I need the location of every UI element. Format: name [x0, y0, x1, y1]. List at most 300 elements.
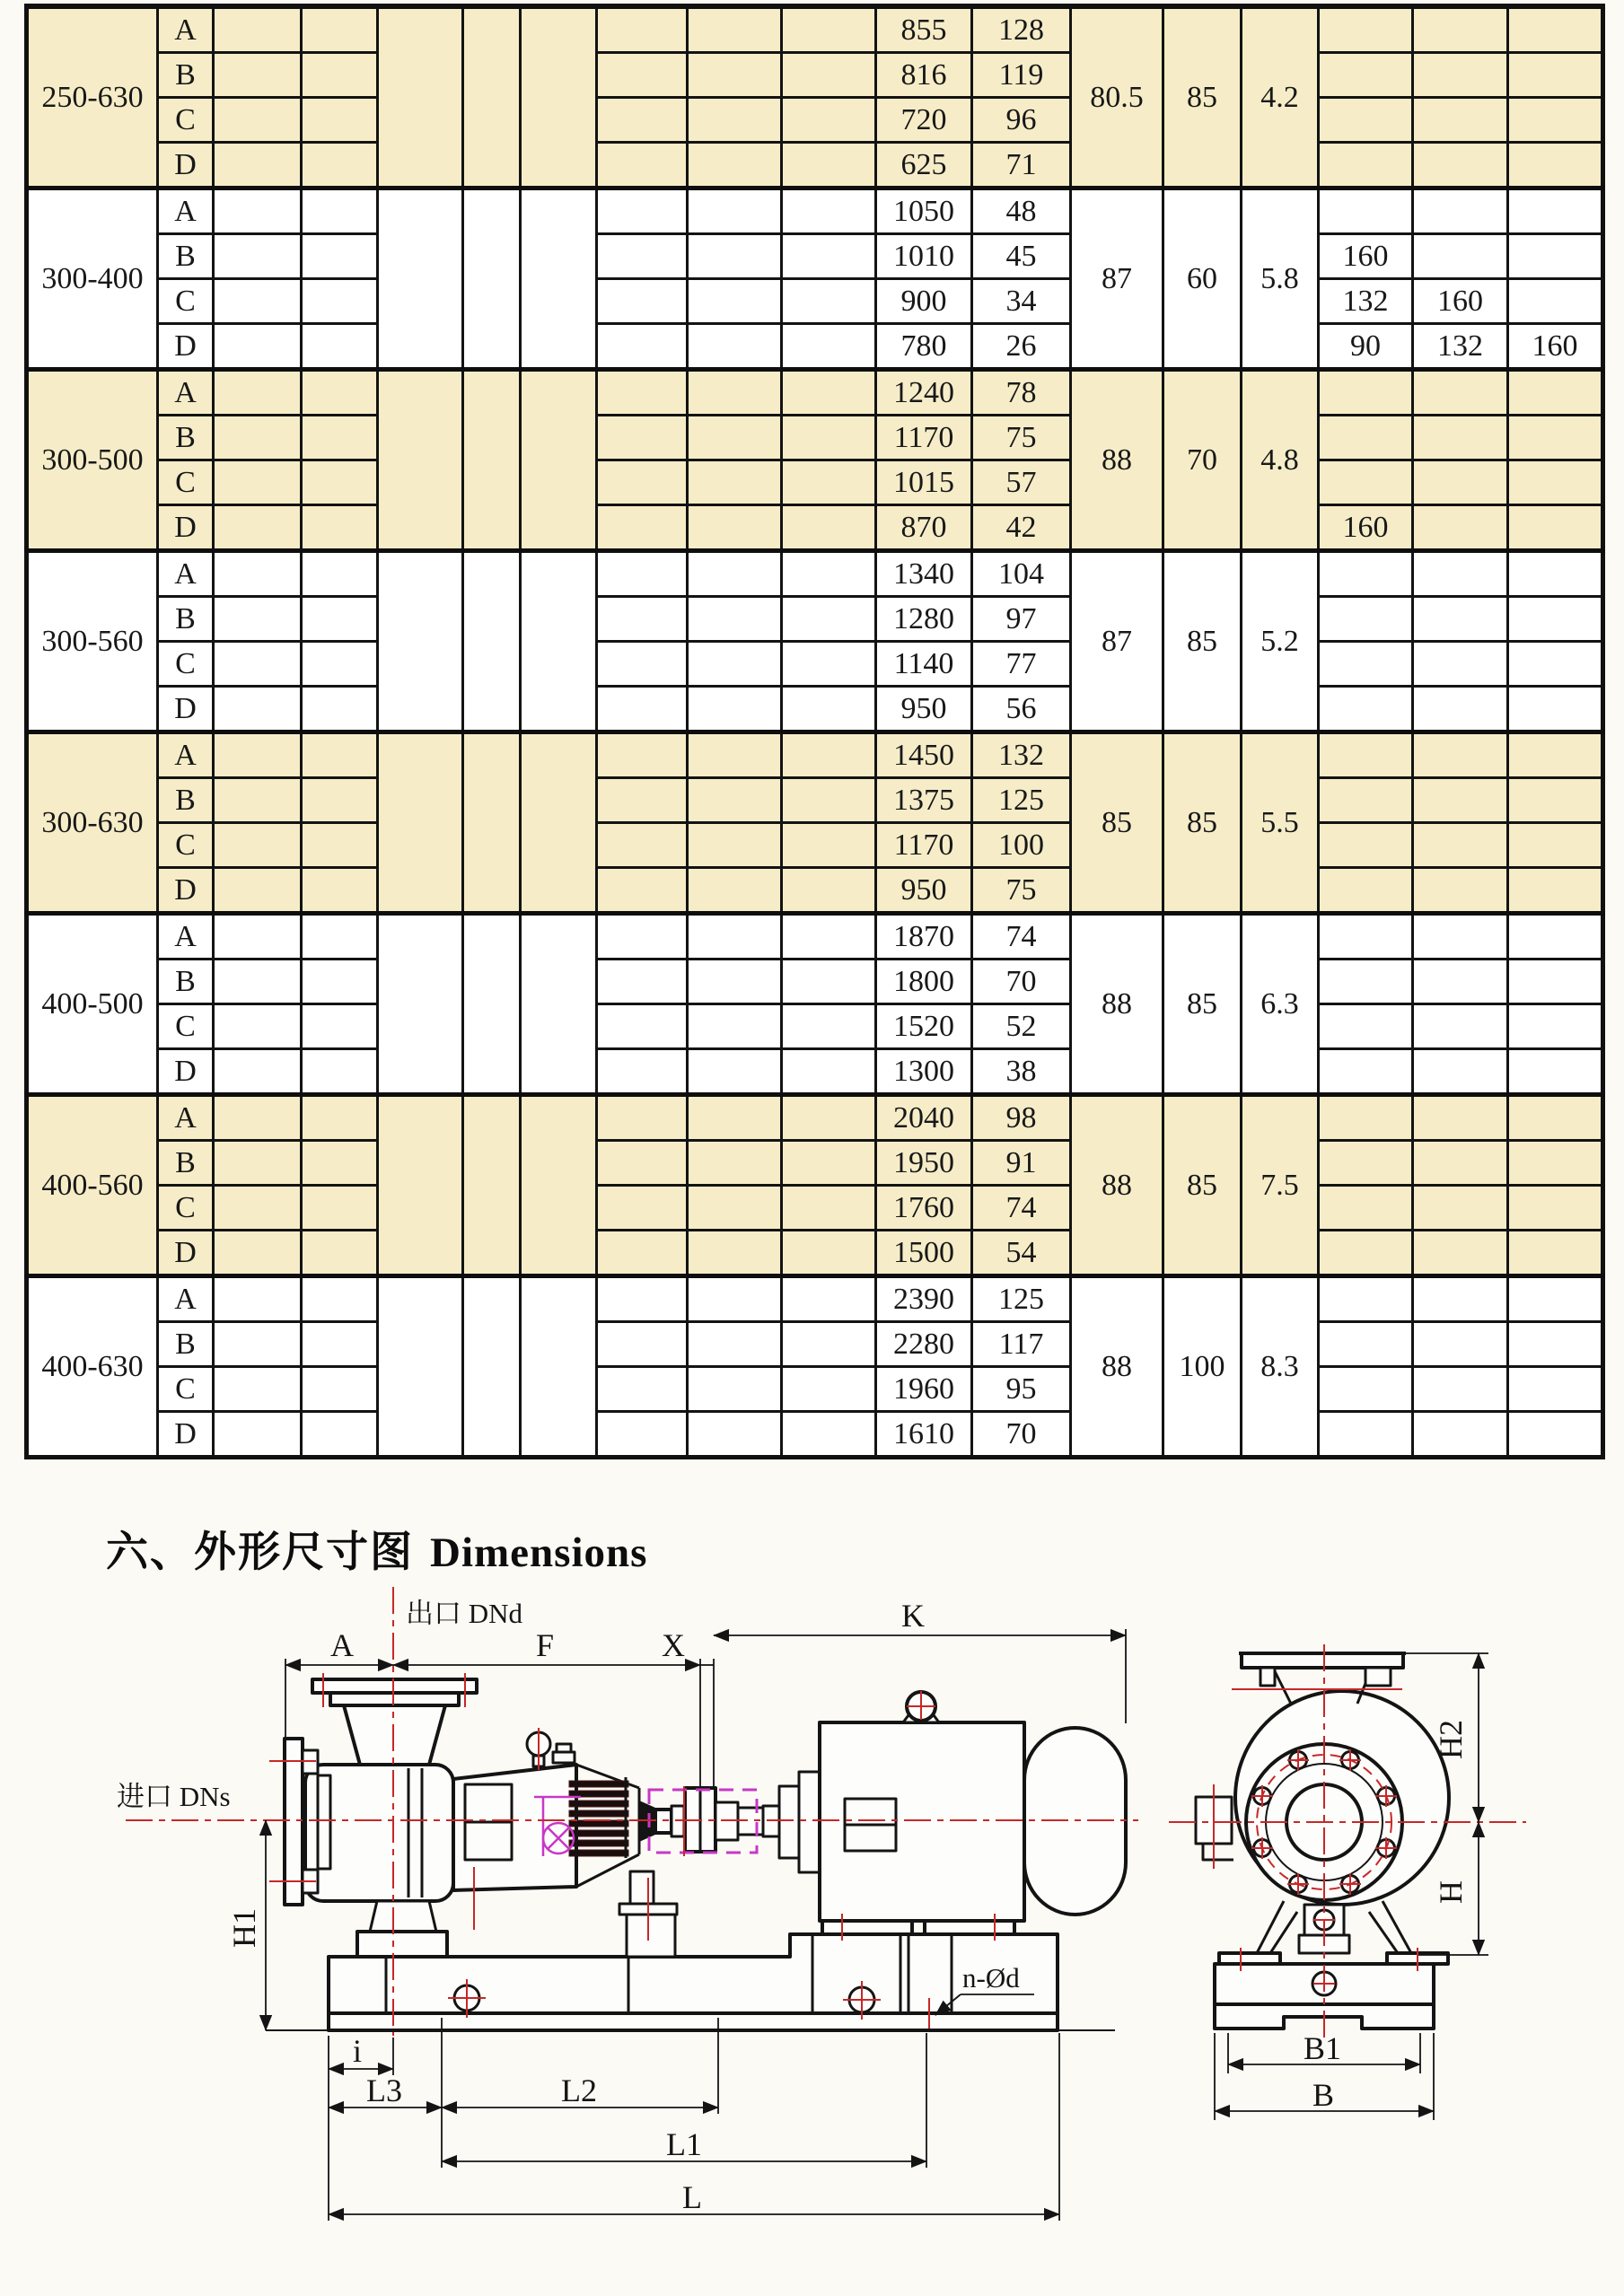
table-row [27, 551, 1603, 597]
empty-cell [214, 1412, 302, 1458]
merged-value-cell: 88 [1071, 1095, 1163, 1276]
flow-value-cell: 1140 [876, 642, 972, 687]
power-cell [1508, 1276, 1603, 1322]
variant-cell: A [158, 6, 214, 53]
flow-value-cell: 1170 [876, 823, 972, 868]
dim-label-l: L [682, 2179, 702, 2215]
power-cell [1508, 732, 1603, 778]
power-cell [1508, 914, 1603, 960]
flow-value-cell: 950 [876, 868, 972, 914]
power-cell [1508, 1049, 1603, 1095]
empty-cell [302, 914, 378, 960]
power-cell [1413, 642, 1508, 687]
empty-cell [782, 324, 876, 370]
head-value-cell: 125 [972, 778, 1071, 823]
variant-cell: C [158, 460, 214, 505]
table-row [27, 188, 1603, 234]
power-cell [1319, 1004, 1413, 1049]
flow-value-cell: 1170 [876, 416, 972, 460]
empty-cell [782, 823, 876, 868]
power-cell [1413, 1141, 1508, 1186]
merged-empty-cell [378, 551, 463, 732]
power-cell [1508, 416, 1603, 460]
empty-cell [688, 460, 782, 505]
empty-cell [214, 98, 302, 143]
empty-cell [688, 324, 782, 370]
empty-cell [302, 234, 378, 279]
model-cell: 250-630 [27, 6, 158, 188]
power-cell [1319, 687, 1413, 732]
head-value-cell: 45 [972, 234, 1071, 279]
empty-cell [688, 98, 782, 143]
merged-empty-cell [378, 1276, 463, 1458]
model-cell: 400-560 [27, 1095, 158, 1276]
empty-cell [597, 53, 688, 98]
table-row [27, 914, 1603, 960]
power-cell [1319, 778, 1413, 823]
power-cell [1508, 687, 1603, 732]
power-cell [1413, 505, 1508, 551]
empty-cell [214, 1231, 302, 1276]
power-cell [1508, 868, 1603, 914]
empty-cell [782, 597, 876, 642]
empty-cell [302, 823, 378, 868]
head-value-cell: 100 [972, 823, 1071, 868]
empty-cell [597, 1367, 688, 1412]
table-row [27, 1231, 1603, 1276]
power-cell [1508, 234, 1603, 279]
empty-cell [597, 460, 688, 505]
power-cell: 160 [1508, 324, 1603, 370]
empty-cell [214, 823, 302, 868]
power-cell [1319, 551, 1413, 597]
variant-cell: D [158, 1231, 214, 1276]
empty-cell [597, 823, 688, 868]
empty-cell [782, 778, 876, 823]
merged-empty-cell [463, 188, 521, 370]
merged-value-cell: 88 [1071, 1276, 1163, 1458]
power-cell [1508, 188, 1603, 234]
variant-cell: B [158, 778, 214, 823]
merged-value-cell: 87 [1071, 188, 1163, 370]
section-heading-zh: 六、外形尺寸图 [106, 1529, 414, 1576]
power-cell [1319, 1367, 1413, 1412]
variant-cell: C [158, 98, 214, 143]
flow-value-cell: 1300 [876, 1049, 972, 1095]
empty-cell [782, 279, 876, 324]
flow-value-cell: 1760 [876, 1186, 972, 1231]
empty-cell [782, 98, 876, 143]
empty-cell [782, 1004, 876, 1049]
empty-cell [302, 416, 378, 460]
empty-cell [688, 1276, 782, 1322]
head-value-cell: 125 [972, 1276, 1071, 1322]
empty-cell [782, 1141, 876, 1186]
variant-cell: A [158, 551, 214, 597]
merged-value-cell: 88 [1071, 370, 1163, 551]
flow-value-cell: 780 [876, 324, 972, 370]
power-cell [1319, 642, 1413, 687]
empty-cell [302, 687, 378, 732]
empty-cell [302, 1004, 378, 1049]
empty-cell [597, 1141, 688, 1186]
empty-cell [597, 505, 688, 551]
power-cell [1508, 551, 1603, 597]
flow-value-cell: 1015 [876, 460, 972, 505]
head-value-cell: 57 [972, 460, 1071, 505]
spec-table [24, 4, 1605, 1459]
pump-end-view [1169, 1644, 1526, 2120]
power-cell [1413, 960, 1508, 1004]
flow-value-cell: 720 [876, 98, 972, 143]
variant-cell: B [158, 597, 214, 642]
power-cell [1413, 1004, 1508, 1049]
inlet-label: 进口 DNs [117, 1781, 231, 1812]
empty-cell [782, 551, 876, 597]
power-cell [1508, 778, 1603, 823]
table-row [27, 1322, 1603, 1367]
head-value-cell: 119 [972, 53, 1071, 98]
empty-cell [214, 460, 302, 505]
dim-label-l3: L3 [366, 2073, 402, 2108]
table-row [27, 1004, 1603, 1049]
empty-cell [782, 1231, 876, 1276]
head-value-cell: 128 [972, 6, 1071, 53]
power-cell: 160 [1319, 234, 1413, 279]
empty-cell [214, 370, 302, 416]
empty-cell [597, 279, 688, 324]
merged-empty-cell [463, 6, 521, 188]
power-cell [1413, 98, 1508, 143]
merged-value-cell: 80.5 [1071, 6, 1163, 188]
variant-cell: B [158, 1141, 214, 1186]
power-cell [1413, 823, 1508, 868]
empty-cell [214, 914, 302, 960]
power-cell [1508, 1367, 1603, 1412]
power-cell [1413, 370, 1508, 416]
empty-cell [597, 687, 688, 732]
head-value-cell: 54 [972, 1231, 1071, 1276]
head-value-cell: 117 [972, 1322, 1071, 1367]
empty-cell [782, 188, 876, 234]
empty-cell [782, 1322, 876, 1367]
empty-cell [302, 143, 378, 188]
variant-cell: B [158, 960, 214, 1004]
empty-cell [214, 279, 302, 324]
empty-cell [782, 868, 876, 914]
empty-cell [688, 1367, 782, 1412]
empty-cell [688, 1141, 782, 1186]
table-row [27, 1367, 1603, 1412]
power-cell [1413, 868, 1508, 914]
section-heading [106, 1519, 647, 1579]
empty-cell [597, 1049, 688, 1095]
power-cell [1508, 53, 1603, 98]
power-cell [1319, 1276, 1413, 1322]
empty-cell [302, 732, 378, 778]
dim-label-h2: H2 [1433, 1720, 1469, 1759]
variant-cell: B [158, 234, 214, 279]
merged-empty-cell [521, 188, 597, 370]
empty-cell [688, 687, 782, 732]
table-row [27, 98, 1603, 143]
head-value-cell: 34 [972, 279, 1071, 324]
table-row [27, 143, 1603, 188]
empty-cell [597, 597, 688, 642]
power-cell [1319, 823, 1413, 868]
dim-label-l1: L1 [666, 2126, 702, 2162]
power-cell [1319, 370, 1413, 416]
empty-cell [597, 1095, 688, 1141]
empty-cell [302, 98, 378, 143]
pump-side-view [117, 1587, 1138, 2221]
dim-label-x: X [662, 1627, 685, 1663]
empty-cell [782, 416, 876, 460]
power-cell [1319, 914, 1413, 960]
empty-cell [688, 188, 782, 234]
head-value-cell: 70 [972, 960, 1071, 1004]
merged-empty-cell [521, 551, 597, 732]
empty-cell [688, 234, 782, 279]
head-value-cell: 91 [972, 1141, 1071, 1186]
empty-cell [302, 1276, 378, 1322]
power-cell [1413, 551, 1508, 597]
flow-value-cell: 2040 [876, 1095, 972, 1141]
merged-empty-cell [521, 1095, 597, 1276]
merged-value-cell: 60 [1163, 188, 1242, 370]
power-cell [1508, 370, 1603, 416]
empty-cell [302, 597, 378, 642]
empty-cell [782, 505, 876, 551]
empty-cell [688, 960, 782, 1004]
variant-cell: B [158, 1322, 214, 1367]
empty-cell [214, 960, 302, 1004]
empty-cell [214, 234, 302, 279]
empty-cell [302, 551, 378, 597]
empty-cell [782, 370, 876, 416]
empty-cell [214, 551, 302, 597]
power-cell [1319, 1141, 1413, 1186]
empty-cell [782, 960, 876, 1004]
merged-empty-cell [463, 551, 521, 732]
empty-cell [302, 1141, 378, 1186]
variant-cell: D [158, 687, 214, 732]
flow-value-cell: 900 [876, 279, 972, 324]
empty-cell [597, 6, 688, 53]
power-cell [1413, 234, 1508, 279]
variant-cell: A [158, 1276, 214, 1322]
dim-label-f: F [536, 1627, 555, 1663]
flow-value-cell: 1340 [876, 551, 972, 597]
empty-cell [688, 642, 782, 687]
empty-cell [688, 143, 782, 188]
power-cell [1413, 1186, 1508, 1231]
power-cell [1508, 1186, 1603, 1231]
empty-cell [214, 642, 302, 687]
power-cell [1508, 505, 1603, 551]
power-cell [1319, 1186, 1413, 1231]
empty-cell [688, 1231, 782, 1276]
power-cell [1319, 1231, 1413, 1276]
head-value-cell: 42 [972, 505, 1071, 551]
empty-cell [597, 234, 688, 279]
dim-label-b: B [1312, 2077, 1335, 2113]
section-heading-en: Dimensions [430, 1529, 648, 1576]
flow-value-cell: 1960 [876, 1367, 972, 1412]
dim-label-a: A [330, 1627, 354, 1663]
power-cell [1319, 53, 1413, 98]
table-row [27, 732, 1603, 778]
variant-cell: A [158, 732, 214, 778]
power-cell: 132 [1319, 279, 1413, 324]
flow-value-cell: 1010 [876, 234, 972, 279]
variant-cell: A [158, 914, 214, 960]
empty-cell [214, 324, 302, 370]
merged-value-cell: 88 [1071, 914, 1163, 1095]
empty-cell [302, 1412, 378, 1458]
empty-cell [782, 732, 876, 778]
power-cell [1508, 1412, 1603, 1458]
empty-cell [214, 732, 302, 778]
flow-value-cell: 1280 [876, 597, 972, 642]
empty-cell [688, 1322, 782, 1367]
head-value-cell: 70 [972, 1412, 1071, 1458]
model-cell: 300-400 [27, 188, 158, 370]
table-row [27, 460, 1603, 505]
table-row [27, 778, 1603, 823]
merged-value-cell: 85 [1163, 551, 1242, 732]
empty-cell [597, 551, 688, 597]
empty-cell [302, 1095, 378, 1141]
table-row [27, 505, 1603, 551]
empty-cell [688, 914, 782, 960]
dim-label-h1: H1 [226, 1908, 262, 1948]
merged-empty-cell [521, 1276, 597, 1458]
flow-value-cell: 625 [876, 143, 972, 188]
model-cell: 300-560 [27, 551, 158, 732]
power-cell [1319, 416, 1413, 460]
power-cell [1319, 1412, 1413, 1458]
merged-empty-cell [521, 732, 597, 914]
power-cell: 132 [1413, 324, 1508, 370]
variant-cell: D [158, 1049, 214, 1095]
table-row [27, 687, 1603, 732]
table-row [27, 234, 1603, 279]
empty-cell [214, 143, 302, 188]
merged-empty-cell [378, 188, 463, 370]
merged-value-cell: 4.8 [1242, 370, 1319, 551]
power-cell [1413, 6, 1508, 53]
empty-cell [688, 6, 782, 53]
empty-cell [214, 1049, 302, 1095]
merged-empty-cell [378, 6, 463, 188]
head-value-cell: 98 [972, 1095, 1071, 1141]
power-cell [1413, 778, 1508, 823]
table-row [27, 6, 1603, 53]
empty-cell [597, 1276, 688, 1322]
power-cell [1319, 143, 1413, 188]
power-cell [1319, 1095, 1413, 1141]
empty-cell [597, 1322, 688, 1367]
empty-cell [302, 1231, 378, 1276]
variant-cell: A [158, 370, 214, 416]
empty-cell [688, 868, 782, 914]
empty-cell [597, 324, 688, 370]
flow-value-cell: 2390 [876, 1276, 972, 1322]
empty-cell [597, 1186, 688, 1231]
table-row [27, 1095, 1603, 1141]
merged-value-cell: 85 [1163, 914, 1242, 1095]
empty-cell [302, 53, 378, 98]
variant-cell: D [158, 143, 214, 188]
flow-value-cell: 1870 [876, 914, 972, 960]
power-cell: 160 [1413, 279, 1508, 324]
merged-empty-cell [378, 732, 463, 914]
empty-cell [782, 460, 876, 505]
empty-cell [782, 1412, 876, 1458]
empty-cell [214, 1186, 302, 1231]
empty-cell [214, 416, 302, 460]
table-row [27, 823, 1603, 868]
power-cell [1508, 143, 1603, 188]
merged-value-cell: 5.8 [1242, 188, 1319, 370]
empty-cell [597, 960, 688, 1004]
empty-cell [302, 778, 378, 823]
head-value-cell: 26 [972, 324, 1071, 370]
model-cell: 300-500 [27, 370, 158, 551]
power-cell [1508, 98, 1603, 143]
table-row [27, 1186, 1603, 1231]
flow-value-cell: 1950 [876, 1141, 972, 1186]
merged-value-cell: 100 [1163, 1276, 1242, 1458]
variant-cell: C [158, 642, 214, 687]
model-cell: 400-630 [27, 1276, 158, 1458]
empty-cell [302, 460, 378, 505]
power-cell [1508, 6, 1603, 53]
power-cell [1413, 1095, 1508, 1141]
empty-cell [597, 868, 688, 914]
power-cell [1508, 642, 1603, 687]
power-cell [1413, 1367, 1508, 1412]
power-cell [1319, 1322, 1413, 1367]
empty-cell [597, 778, 688, 823]
empty-cell [688, 1049, 782, 1095]
empty-cell [782, 1049, 876, 1095]
power-cell [1319, 597, 1413, 642]
merged-value-cell: 7.5 [1242, 1095, 1319, 1276]
head-value-cell: 132 [972, 732, 1071, 778]
variant-cell: B [158, 416, 214, 460]
empty-cell [214, 1095, 302, 1141]
empty-cell [597, 416, 688, 460]
merged-empty-cell [378, 370, 463, 551]
pump-performance-table [24, 4, 1605, 1459]
table-row [27, 279, 1603, 324]
power-cell [1319, 98, 1413, 143]
variant-cell: C [158, 279, 214, 324]
variant-cell: C [158, 1004, 214, 1049]
empty-cell [302, 505, 378, 551]
head-value-cell: 77 [972, 642, 1071, 687]
flow-value-cell: 870 [876, 505, 972, 551]
dim-label-k: K [901, 1598, 925, 1634]
head-value-cell: 52 [972, 1004, 1071, 1049]
merged-value-cell: 8.3 [1242, 1276, 1319, 1458]
empty-cell [782, 1367, 876, 1412]
empty-cell [214, 1276, 302, 1322]
power-cell [1413, 1322, 1508, 1367]
power-cell [1319, 868, 1413, 914]
